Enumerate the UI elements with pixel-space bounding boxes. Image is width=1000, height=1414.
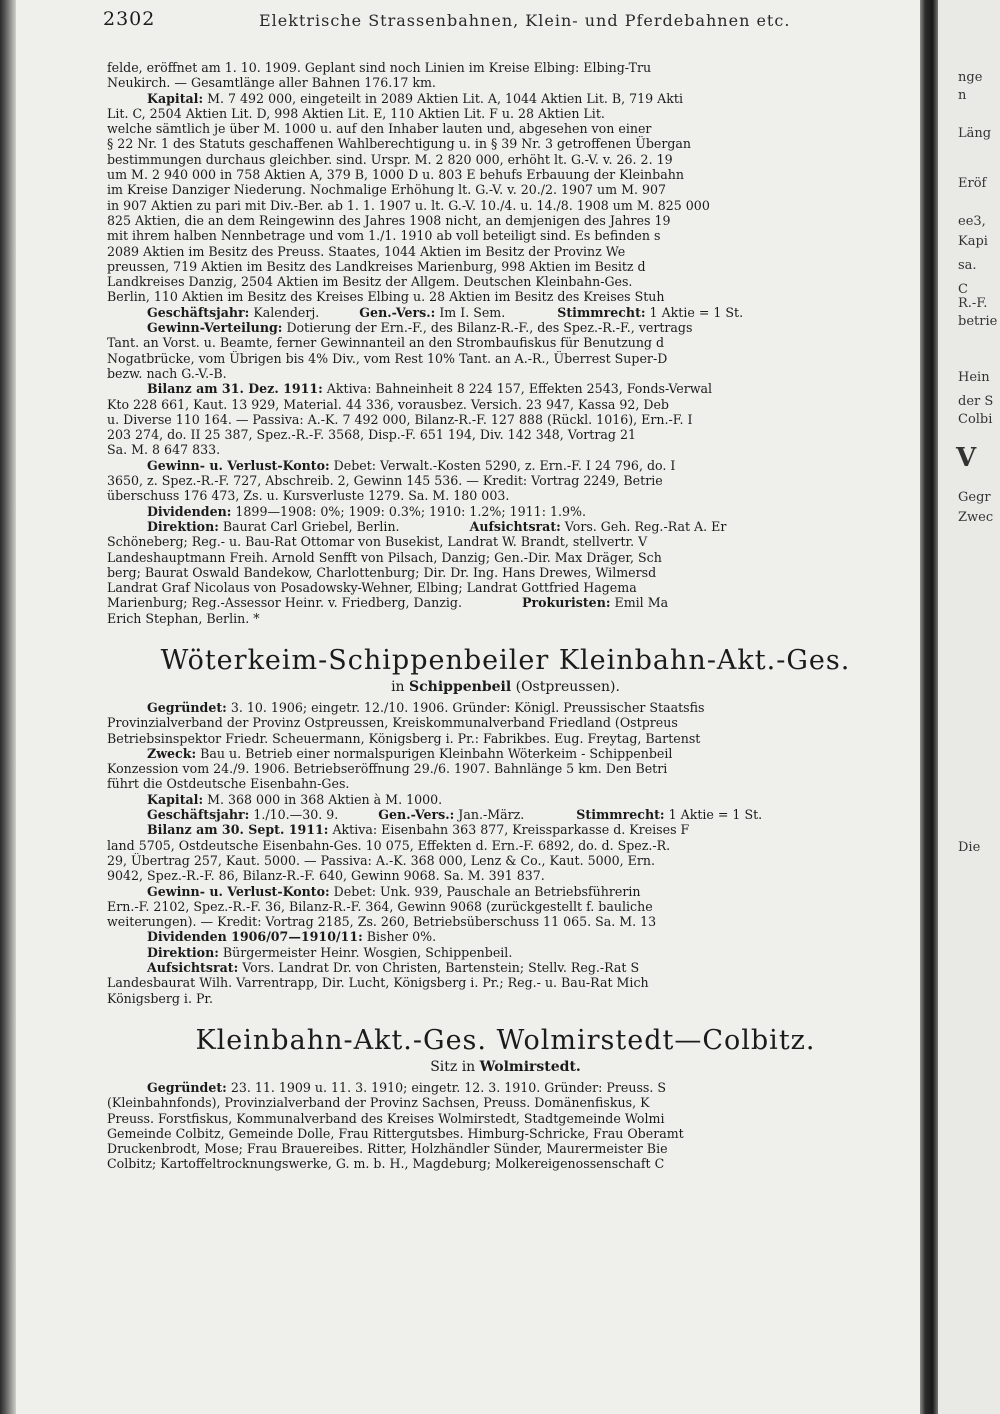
field-label: Gen.-Vers.: (378, 807, 455, 823)
b1-gewinn-line (107, 366, 904, 381)
text-line: Schöneberg; Reg.- u. Bau-Rat Ottomar von Busekist, Landrat W. Brandt, stellvertr. V (107, 534, 648, 550)
next-page-fragment: Eröf (958, 176, 987, 191)
b1-div-line (107, 504, 904, 519)
text-line: Provinzialverband der Provinz Ostpreussen, Kreiskommunalverband Friedland (Ostpreus (107, 715, 678, 731)
book-gutter (920, 0, 938, 1414)
c2-kapital-line (107, 792, 904, 807)
b1-kapital-line (107, 91, 904, 106)
field-label: Gewinn- u. Verlust-Konto: (147, 457, 330, 473)
next-page-fragment: Colbi (958, 412, 993, 427)
c2-ar-line (107, 991, 904, 1006)
field-value: 1 Aktie = 1 St. (664, 807, 763, 823)
text-line: Gemeinde Colbitz, Gemeinde Dolle, Frau Rittergutsbes. Himburg-Schricke, Frau Oberamt (107, 1125, 684, 1141)
b1-bilanz-line (107, 442, 904, 457)
c2-gegr-line (107, 731, 904, 746)
field-label: Gen.-Vers.: (359, 304, 436, 320)
text-line: Neukirch. — Gesamtlänge aller Bahnen 176.17 km. (107, 75, 436, 91)
c3-gegr-line (107, 1095, 904, 1110)
next-page-fragment: der S (958, 394, 994, 409)
b1-gewinn-line (107, 351, 904, 366)
field-label: Gegründet: (147, 1079, 227, 1095)
field-label: Stimmrecht: (576, 807, 665, 823)
text-line: Vors. Landrat Dr. von Christen, Bartenstein; Stellv. Reg.-Rat S (238, 960, 640, 976)
field-label: Dividenden: (147, 503, 232, 519)
text-line: in 907 Aktien zu pari mit Div.-Ber. ab 1. 1. 1907 u. lt. G.-V. 10./4. u. 14./8. 1908 um M. 825 000 (107, 197, 710, 213)
text-line: Tant. an Vorst. u. Beamte, ferner Gewinnanteil an den Strombaufiskus für Benutzung d (107, 335, 665, 351)
c2-zweck-line (107, 776, 904, 791)
c2-gegr-line (107, 715, 904, 730)
text-line: Erich Stephan, Berlin. (107, 610, 250, 626)
field-value: Kalenderj. (249, 304, 320, 320)
b1-kapital-line (107, 121, 904, 136)
text-line: Landkreises Danzig, 2504 Aktien im Besitz der Allgem. Deutschen Kleinbahn-Ges. (107, 274, 633, 290)
b1-bilanz-line (107, 397, 904, 412)
next-page-fragment: n (958, 88, 967, 103)
next-page-fragment: Die (958, 840, 981, 855)
intro-line (107, 60, 904, 75)
c2-ar-line (107, 975, 904, 990)
b1-bilanz-line (107, 381, 904, 396)
text-line: Dotierung der Ern.-F., des Bilanz-R.-F., des Spez.-R.-F., vertrags (282, 320, 693, 336)
text-line: 203 274, do. II 25 387, Spez.-R.-F. 3568, Disp.-F. 651 194, Div. 142 348, Vortrag 21 (107, 427, 636, 443)
text-line: mit ihrem halben Nennbetrage und vom 1./1. 1910 ab voll beteiligt sind. Es befinden s (107, 228, 661, 244)
field-label: Stimmrecht: (557, 304, 646, 320)
b1-kapital-line (107, 228, 904, 243)
b1-bilanz-line (107, 427, 904, 442)
field-label: Aufsichtsrat: (147, 960, 239, 976)
text-line: im Kreise Danziger Niederung. Nochmalige Erhöhung lt. G.-V. v. 20./2. 1907 um M. 907 (107, 182, 667, 198)
field-label: Gewinn- u. Verlust-Konto: (147, 883, 330, 899)
field-value: Bisher 0%. (362, 929, 437, 945)
text-line: Landrat Graf Nicolaus von Posadowsky-Wehner, Elbing; Landrat Gottfried Hagema (107, 580, 637, 596)
seat-prefix: in (391, 678, 410, 695)
c3-gegr-line (107, 1156, 904, 1171)
text-line: Lit. C, 2504 Aktien Lit. D, 998 Aktien Lit. E, 110 Aktien Lit. F u. 28 Aktien Lit. (107, 105, 605, 121)
text-line: § 22 Nr. 1 des Statuts geschaffenen Wahlberechtigung u. in § 39 Nr. 3 getroffenen Übergan (107, 136, 692, 152)
c2-guv-line (107, 899, 904, 914)
field-value: M. 368 000 in 368 Aktien à M. 1000. (203, 791, 443, 807)
c3-title-seat (107, 1058, 904, 1076)
next-page-fragment: Gegr (958, 490, 991, 505)
seat-prefix: Sitz in (430, 1058, 480, 1075)
field-value: 1./10.—30. 9. (249, 807, 339, 823)
b1-kapital-line (107, 213, 904, 228)
prokuristen-cont-line (107, 611, 904, 626)
text-line: Colbitz; Kartoffeltrocknungswerke, G. m. b. H., Magdeburg; Molkereigenossenschaft C (107, 1156, 665, 1172)
text-line: 3650, z. Spez.-R.-F. 727, Abschreib. 2, Gewinn 145 536. — Kredit: Vortrag 2249, Betrie (107, 473, 663, 489)
seat-city: Schippenbeil (409, 678, 512, 695)
text-line: Landesbaurat Wilh. Varrentrapp, Dir. Lucht, Königsberg i. Pr.; Reg.- u. Bau-Rat Mich (107, 975, 649, 991)
text-line: 825 Aktien, die an dem Reingewinn des Jahres 1908 nicht, an demjenigen des Jahres 19 (107, 212, 671, 228)
field-label: Direktion: (147, 518, 219, 534)
next-page-fragment: R.-F. (958, 296, 988, 311)
text-line: Landeshauptmann Freih. Arnold Senfft von Pilsach, Danzig; Gen.-Dir. Max Dräger, Sch (107, 549, 662, 565)
text-line: Debet: Unk. 939, Pauschale an Betriebsführerin (329, 883, 641, 899)
next-page-fragment: Kapi (958, 234, 988, 249)
field-value: 1 Aktie = 1 St. (645, 304, 744, 320)
c2-ar-line (107, 960, 904, 975)
text-line: felde, eröffnet am 1. 10. 1909. Geplant sind noch Linien im Kreise Elbing: Elbing-Tru (107, 60, 652, 75)
c2-meta-line (107, 807, 904, 822)
field-label: Kapital: (147, 791, 204, 807)
b1-bilanz-line (107, 412, 904, 427)
b1-kapital-line (107, 259, 904, 274)
b1-dir-cont-line (107, 580, 904, 595)
c2-bilanz-line (107, 822, 904, 837)
b1-kapital-line (107, 182, 904, 197)
next-page-fragment: Zwec (958, 510, 994, 525)
page-content (107, 60, 904, 1172)
text-line: 9042, Spez.-R.-F. 86, Bilanz-R.-F. 640, Gewinn 9068. Sa. M. 391 837. (107, 868, 545, 884)
field-label: Direktion: (147, 944, 219, 960)
b1-kapital-line (107, 136, 904, 151)
scan-edge (0, 0, 16, 1414)
c2-guv-line (107, 914, 904, 929)
end-mark: * (253, 610, 260, 626)
text-line: M. 7 492 000, eingeteilt in 2089 Aktien Lit. A, 1044 Aktien Lit. B, 719 Akti (203, 90, 684, 106)
c2-guv-line (107, 884, 904, 899)
field-label: Gegründet: (147, 699, 227, 715)
c2-gegr-line (107, 700, 904, 715)
b1-guv-line (107, 458, 904, 473)
b1-kapital-line (107, 167, 904, 182)
text-line: berg; Baurat Oswald Bandekow, Charlottenburg; Dir. Dr. Ing. Hans Drewes, Wilmersd (107, 564, 657, 580)
field-value: 1899—1908: 0%; 1909: 0.3%; 1910: 1.2%; 1911: 1.9%. (231, 503, 586, 519)
next-page-fragment: Hein (958, 370, 990, 385)
text-line: Ern.-F. 2102, Spez.-R.-F. 36, Bilanz-R.-F. 364, Gewinn 9068 (zurückgestellt f. bauliche (107, 898, 653, 914)
text-line: Marienburg; Reg.-Assessor Heinr. v. Friedberg, Danzig. (107, 595, 462, 611)
text-line: um M. 2 940 000 in 758 Aktien A, 379 B, 1000 D u. 803 E behufs Erbauung der Kleinbahn (107, 167, 684, 183)
next-page-fragment: sa. (958, 258, 977, 273)
b1-dir-cont-line (107, 595, 904, 610)
b1-kapital-line (107, 198, 904, 213)
c2-zweck-line (107, 746, 904, 761)
c3-gegr-line (107, 1141, 904, 1156)
text-line: welche sämtlich je über M. 1000 u. auf den Inhaber lauten und, abgesehen von einer (107, 121, 652, 137)
field-label: Bilanz am 31. Dez. 1911: (147, 381, 323, 397)
text-line: preussen, 719 Aktien im Besitz des Landkreises Marienburg, 998 Aktien im Besitz d (107, 258, 646, 274)
text-line: Debet: Verwalt.-Kosten 5290, z. Ern.-F. I 24 796, do. I (329, 457, 676, 473)
field-value: Jan.-März. (454, 807, 525, 823)
c3-gegr-line (107, 1126, 904, 1141)
text-line: Aktiva: Eisenbahn 363 877, Kreissparkasse d. Kreises F (328, 822, 690, 838)
field-label: Kapital: (147, 90, 204, 106)
field-value: Bürgermeister Heinr. Wosgien, Schippenbeil. (218, 944, 513, 960)
b1-kapital-line (107, 289, 904, 304)
b1-kapital-line (107, 244, 904, 259)
field-label: Bilanz am 30. Sept. 1911: (147, 822, 329, 838)
c2-zweck-line (107, 761, 904, 776)
b1-gewinn-line (107, 335, 904, 350)
b1-guv-line (107, 488, 904, 503)
next-page-edge (938, 0, 1000, 1414)
text-line: Aktiva: Bahneinheit 8 224 157, Effekten 2543, Fonds-Verwal (322, 381, 713, 397)
c2-div-line (107, 929, 904, 944)
next-page-fragment: C (958, 282, 968, 297)
c3-title-heading: Kleinbahn-Akt.-Ges. Wolmirstedt—Colbitz. (195, 1024, 816, 1056)
field-label: Geschäftsjahr: (147, 807, 250, 823)
field-label: Zweck: (147, 745, 197, 761)
prokuristen-value: Emil Ma (610, 595, 669, 611)
next-page-fragment: V (956, 443, 977, 473)
c3-gegr-line (107, 1080, 904, 1095)
text-line: 29, Übertrag 257, Kaut. 5000. — Passiva: A.-K. 368 000, Lenz & Co., Kaut. 5000, Ern. (107, 852, 655, 868)
text-line: land 5705, Ostdeutsche Eisenbahn-Ges. 10 075, Effekten d. Ern.-F. 6892, do. d. Spez.-R. (107, 837, 671, 853)
intro-line (107, 75, 904, 90)
c2-bilanz-line (107, 838, 904, 853)
c2-dir-line (107, 945, 904, 960)
c2-title-heading: Wöterkeim-Schippenbeiler Kleinbahn-Akt.-Ges. (160, 644, 851, 676)
text-line: 2089 Aktien im Besitz des Preuss. Staates, 1044 Aktien im Besitz der Provinz We (107, 243, 626, 259)
text-line: Berlin, 110 Aktien im Besitz des Kreises Elbing u. 28 Aktien im Besitz des Kreises Stuh (107, 289, 665, 305)
c3-gegr-line (107, 1111, 904, 1126)
field-label: Aufsichtsrat: (469, 518, 561, 534)
next-page-fragment: ee3, (958, 214, 986, 229)
text-line: 23. 11. 1909 u. 11. 3. 1910; eingetr. 12. 3. 1910. Gründer: Preuss. S (226, 1079, 667, 1095)
seat-city: Wolmirstedt. (479, 1058, 581, 1075)
c2-bilanz-line (107, 868, 904, 883)
text-line: Königsberg i. Pr. (107, 990, 214, 1006)
b1-dir-cont-line (107, 565, 904, 580)
text-line: führt die Ostdeutsche Eisenbahn-Ges. (107, 776, 350, 792)
b1-kapital-line (107, 106, 904, 121)
b1-kapital-line (107, 274, 904, 289)
text-line: Preuss. Forstfiskus, Kommunalverband des Kreises Wolmirstedt, Stadtgemeinde Wolmi (107, 1110, 665, 1126)
text-line: überschuss 176 473, Zs. u. Kursverluste 1279. Sa. M. 180 003. (107, 488, 510, 504)
text-line: (Kleinbahnfonds), Provinzialverband der Provinz Sachsen, Preuss. Domänenfiskus, K (107, 1095, 650, 1111)
next-page-fragment: nge (958, 70, 983, 85)
field-value: Vors. Geh. Reg.-Rat A. Er (560, 518, 727, 534)
b1-gewinn-line (107, 320, 904, 335)
b1-guv-line (107, 473, 904, 488)
field-label: Gewinn-Verteilung: (147, 320, 283, 336)
text-line: Druckenbrodt, Mose; Frau Brauereibes. Ritter, Holzhändler Sünder, Maurermeister Bie (107, 1141, 668, 1157)
c2-bilanz-line (107, 853, 904, 868)
text-line: 3. 10. 1906; eingetr. 12./10. 1906. Gründer: Königl. Preussischer Staatsfis (226, 699, 705, 715)
running-head: Elektrische Strassenbahnen, Klein- und Pferdebahnen etc. (259, 11, 791, 30)
text-line: Konzession vom 24./9. 1906. Betriebseröffnung 29./6. 1907. Bahnlänge 5 km. Den Betri (107, 761, 668, 777)
text-line: Nogatbrücke, vom Übrigen bis 4% Div., vom Rest 10% Tant. an A.-R., Überrest Super-D (107, 350, 668, 366)
text-line: bestimmungen durchaus gleichber. sind. Urspr. M. 2 820 000, erhöht lt. G.-V. v. 26. 2. 19 (107, 151, 673, 167)
b1-dir-cont-line (107, 534, 904, 549)
b1-kapital-line (107, 152, 904, 167)
c2-title-seat (107, 678, 904, 696)
text-line: u. Diverse 110 164. — Passiva: A.-K. 7 492 000, Bilanz-R.-F. 127 888 (Rückl. 1016), Ern.-F. I (107, 411, 693, 427)
page-number: 2302 (103, 8, 156, 30)
field-value: Baurat Carl Griebel, Berlin. (218, 518, 400, 534)
seat-suffix: (Ostpreussen). (511, 678, 620, 695)
text-line: Betriebsinspektor Friedr. Scheuermann, Königsberg i. Pr.: Fabrikbes. Eug. Freytag, Bartenst (107, 730, 701, 746)
text-line: weiterungen). — Kredit: Vortrag 2185, Zs. 260, Betriebsüberschuss 11 065. Sa. M. 13 (107, 914, 657, 930)
field-label: Dividenden 1906/07—1910/11: (147, 929, 363, 945)
field-label: Geschäftsjahr: (147, 304, 250, 320)
field-value: Im I. Sem. (435, 304, 506, 320)
text-line: Kto 228 661, Kaut. 13 929, Material. 44 336, vorausbez. Versich. 23 947, Kassa 92, Deb (107, 396, 669, 412)
next-page-fragment: Läng (958, 126, 992, 141)
page-header (103, 8, 903, 36)
b1-dir-cont-line (107, 550, 904, 565)
next-page-fragment: betrie (958, 314, 998, 329)
b1-dir-line (107, 519, 904, 534)
text-line: bezw. nach G.-V.-B. (107, 365, 227, 381)
prokuristen-label: Prokuristen: (521, 595, 611, 611)
text-line: Sa. M. 8 647 833. (107, 442, 221, 458)
b1-meta-line (107, 305, 904, 320)
text-line: Bau u. Betrieb einer normalspurigen Kleinbahn Wöterkeim - Schippenbeil (196, 745, 673, 761)
